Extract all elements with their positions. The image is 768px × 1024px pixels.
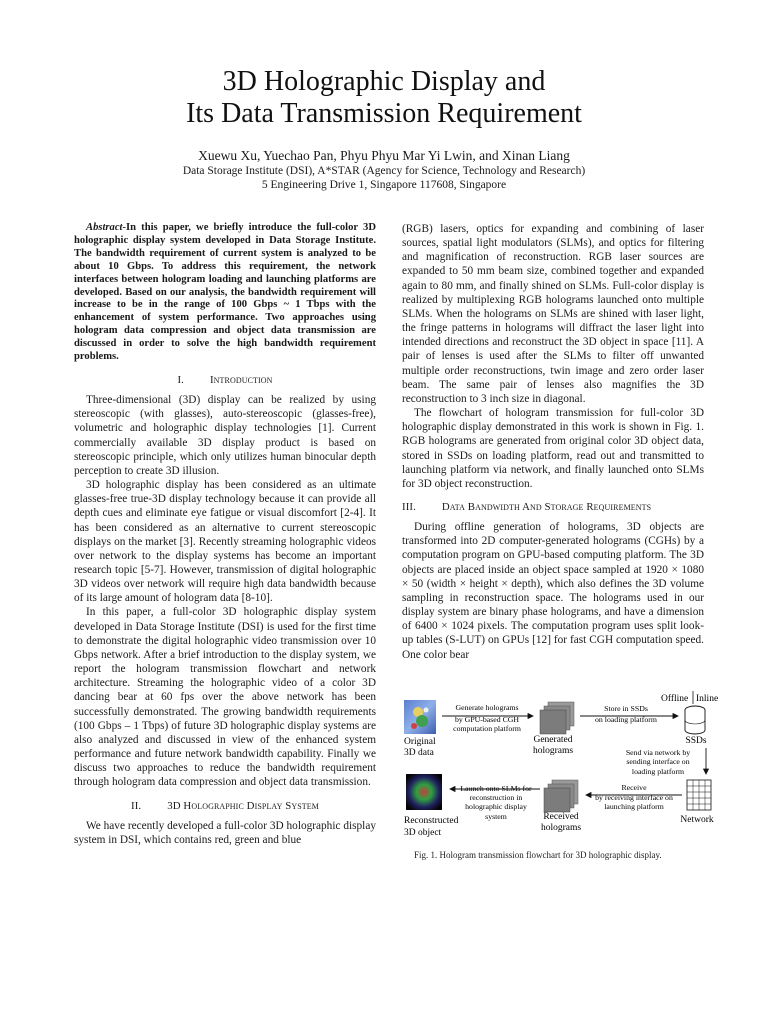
original-label-1: Original xyxy=(404,737,436,747)
store-label-1: Store in SSDs xyxy=(604,704,648,713)
section-number: I. xyxy=(177,373,184,386)
send-label-2: sending interface on xyxy=(626,757,690,766)
section-number: II. xyxy=(131,799,142,812)
generate-label-2: by GPU-based CGH xyxy=(454,715,520,724)
receive-label-3: launching platform xyxy=(604,802,664,811)
section-heading-display-system xyxy=(74,799,376,813)
launch-label-2: reconstruction in xyxy=(469,793,523,802)
flowchart-svg xyxy=(400,688,730,848)
reconstructed-3d-object-image xyxy=(406,774,442,810)
receive-label-2: by receiving interface on xyxy=(595,793,673,802)
abstract-text: In this paper, we briefly introduce the full-color 3D holographic display system developed in Data Storage Institute. The bandwidth requirement of current system is analyzed to be about 10 Gbps. To address this requirement, the network interfaces between hologram loading and launching platforms are developed. Based on our analysis, the bandwidth requirement will increase to be in the range of 100 Gbps ~ 1 Tbps with the enhancement of system performance. Two approaches using hologram data compression and object data transmission are discussed in order to solve the high bandwidth requirement problems. xyxy=(74,222,376,363)
paragraph: 3D holographic display has been considered as an ultimate glasses-free true-3D display technology because it can provide all depth cues and eliminate eye fatigue or visual discomfort [2-4]. It has been considered as an alternative to current stereoscopic displays on the market [3]. Recently streaming holographic videos over network to the display systems has become an important research topic [5-7]. However, transmission of digital holographic 3D videos over network will require high data bandwidth because of its large amount of hologram data [8-10]. xyxy=(74,479,376,605)
generate-label-1: Generate holograms xyxy=(455,703,519,712)
launch-label-4: system xyxy=(485,812,507,821)
ssds-label: SSDs xyxy=(685,736,707,746)
section-number: III. xyxy=(402,500,416,513)
original-3d-data-image xyxy=(404,700,436,734)
paragraph: (RGB) lasers, optics for expanding and combining of laser sources, spatial light modulators (SLMs), and optics for filtering and magnification of reconstruction. RGB laser sources are expanded to 50 mm beam size, combined together and expanded again to 80 mm, and finally shined on SLMs. Full-color display is realized by multiplexing RGB holograms launched onto multiple SLMs. When the holograms on SLMs are shined with laser light, the fringe patterns in holograms will diffract the laser light into intended directions and reconstruct the 3D object in space [11]. A pair of lenses is used after the SLMs to filter off unwanted multiple order reconstructions, twin image and zero order laser beam. The same pair of lenses also magnifies the 3D reconstruction to 3 inch size in diagonal. xyxy=(402,223,704,405)
paragraph: The flowchart of hologram transmission for full-color 3D holographic display demonstrated in this work is shown in Fig. 1. RGB holograms are generated from original color 3D object data, stored in SSDs on loading platform, read out and transmitted to launching platform via network, and finally launched onto SLMs for 3D object reconstruction. xyxy=(402,407,704,490)
section-title: 3D Holographic Display System xyxy=(167,799,319,812)
section-title: Data Bandwidth And Storage Requirements xyxy=(441,500,652,513)
received-label-2: holograms xyxy=(540,823,582,833)
paragraph: We have recently developed a full-color 3D holographic display system in DSI, which contains red, green and blue xyxy=(74,819,376,846)
generated-holograms-stack xyxy=(540,702,574,734)
generated-label-1: Generated xyxy=(533,735,573,745)
original-label-2: 3D data xyxy=(404,748,434,758)
section-heading-introduction xyxy=(74,373,376,387)
section-heading-bandwidth xyxy=(402,500,704,514)
launch-label-3: holographic display xyxy=(465,802,527,811)
send-label-3: loading platform xyxy=(631,767,685,776)
ssd-cylinder-icon xyxy=(685,706,705,734)
received-holograms-stack xyxy=(544,780,578,812)
reconstructed-label-2: 3D object xyxy=(404,828,442,838)
paper-header xyxy=(0,66,768,192)
authors: Xuewu Xu, Yuechao Pan, Phyu Phyu Mar Yi Lwin, and Xinan Liang xyxy=(198,148,570,163)
generated-label-2: holograms xyxy=(532,746,574,756)
offline-label: Offline xyxy=(661,694,689,704)
title-line-1: 3D Holographic Display and xyxy=(222,66,546,97)
paper-title xyxy=(0,66,768,130)
figure-1-flowchart xyxy=(400,688,730,858)
affiliation-line-1: Data Storage Institute (DSI), A*STAR (Agency for Science, Technology and Research) xyxy=(182,165,586,177)
affiliation-line-2: 5 Engineering Drive 1, Singapore 117608, Singapore xyxy=(261,179,507,191)
abstract-label: Abstract- xyxy=(86,222,127,233)
paragraph: Three-dimensional (3D) display can be realized by using stereoscopic (with glasses), auto-stereoscopic (glasses-free), volumetric and holographic display technologies [1]. Current commercially available 3D display product is based on stereoscopic principle, which only utilizes human binocular depth perception to create 3D illusion. xyxy=(74,394,376,477)
left-column xyxy=(74,222,376,847)
abstract xyxy=(74,222,376,364)
reconstructed-label-1: Reconstructed xyxy=(404,816,459,826)
generate-label-3: computation platform xyxy=(453,724,521,733)
figure-caption: Fig. 1. Hologram transmission flowchart for 3D holographic display. xyxy=(414,850,662,860)
send-label-1: Send via network by xyxy=(625,748,691,757)
inline-label: Inline xyxy=(696,694,719,704)
network-label: Network xyxy=(680,815,714,825)
network-switch-icon xyxy=(687,780,711,810)
right-column xyxy=(402,222,704,662)
launch-label-1: Launch onto SLMs for xyxy=(460,784,532,793)
paragraph: In this paper, a full-color 3D holographic display system developed in Data Storage Institute (DSI) is used for the first time to demonstrate the digital holographic video transmission over 10 Gbps network. After a brief introduction to the display system, we report the hologram transmission flowchart and network architecture. Streaming the holographic video of a color 3D dancing bear at 60 fps over the above network has been successfully demonstrated. The growing bandwidth requirements (100 Gbps – 1 Tbps) of future 3D holographic display systems are also analyzed and discussed in view of the enhanced system performance and future network bandwidth capability. Finally we discuss two approaches to reduce the bandwidth requirement through hologram data compression and object data transmission. xyxy=(74,606,376,789)
title-line-2: Its Data Transmission Requirement xyxy=(186,98,582,129)
paragraph: During offline generation of holograms, 3D objects are transformed into 2D computer-generated holograms (CGHs) by a computation program on GPU-based computing platform. The 3D objects are placed inside an object space sampled at 1920 × 1080 × 50 (width × height × depth), which also defines the 3D volume sampling in reconstruction space. The holograms used in our display system are binary phase holograms, and have a dimension of 6400 × 1024 pixels. The computation program uses split look-up tables (S-LUT) on GPUs [12] for fast CGH computation speed. One color bear xyxy=(402,521,704,661)
receive-label-1: Receive xyxy=(621,783,647,792)
received-label-1: Received xyxy=(543,812,579,822)
store-label-2: on loading platform xyxy=(595,715,657,724)
section-title: Introduction xyxy=(209,373,273,386)
